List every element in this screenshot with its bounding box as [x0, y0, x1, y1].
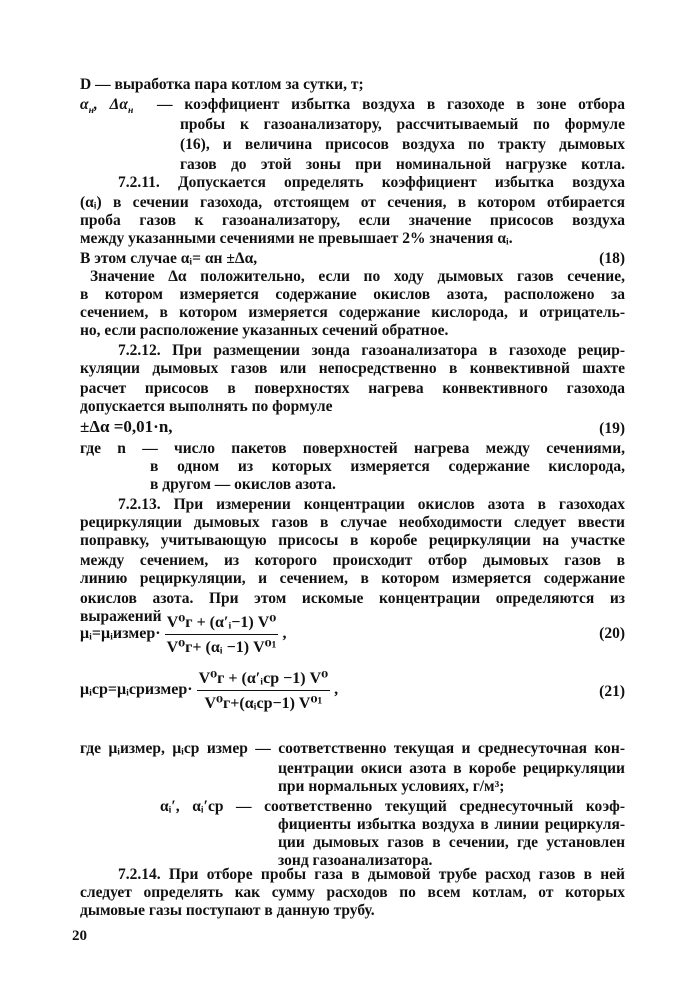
text-line: допускается выполнять по формуле: [80, 398, 333, 415]
text-line: сечением, в котором измеряется содержание кислорода, и отрицатель-: [80, 304, 625, 321]
equation-18: В этом случае αᵢ= αн ±Δα,: [80, 250, 258, 267]
paragraph-7-2-13: 7.2.13. При измерении концентрации окислов азота в газоходах: [118, 496, 625, 513]
text-line: Значение Δα положительно, если по ходу дымовых газов сечение,: [90, 268, 625, 285]
text-line: расчет присосов в поверхностях нагрева конвективного газохода: [80, 380, 625, 397]
equation-19: ±Δα =0,01·n,: [80, 417, 173, 436]
text-line: при нормальных условиях, г/м³;: [278, 778, 505, 795]
text-line: (αᵢ) в сечении газохода, отстоящем от сечения, в котором отбирается: [80, 194, 625, 211]
page-number: 20: [72, 928, 87, 944]
text-line: в другом — окислов азота.: [150, 476, 336, 493]
text-line: между сечением, из которого происходит отбор дымовых газов в: [80, 552, 625, 569]
paragraph-7-2-11: 7.2.11. Допускается определять коэффициент избытка воздуха: [118, 174, 625, 191]
text-line: центрации окиси азота в коробе рециркуляции: [278, 760, 625, 777]
text-line: ции дымовых газов в сечении, где установлен: [278, 834, 625, 851]
text-line: рециркуляции дымовых газов в случае необходимости следует ввести: [80, 514, 625, 531]
text-line: проба газов к газоанализатору, если значение присосов воздуха: [80, 212, 625, 229]
text-line: окислов азота. При этом искомые концентрации определяются из: [80, 590, 625, 607]
equation-number: (19): [599, 420, 625, 437]
text-line: газов до этой зоны при номинальной нагрузке котла.: [180, 156, 625, 173]
equation-number: (21): [599, 683, 625, 700]
text-line: где n — число пакетов поверхностей нагрева между сечениями,: [80, 440, 625, 457]
text-line: куляции дымовых газов или непосредственно в конвективной шахте: [80, 360, 625, 377]
text-line: дымовые газы поступают в данную трубу.: [80, 902, 375, 919]
equation-number: (20): [599, 625, 625, 642]
fraction: $\frac{\text{V⁰г + (α′ᵢ−1) V⁰}}{\text{V⁰г+ (αᵢ −1) V⁰¹}}$: [166, 614, 277, 656]
text-line: где μᵢизмер, μᵢср измер — соответственно текущая и среднесуточная кон-: [80, 740, 625, 757]
fraction: $\frac{\text{V⁰г + (α′ᵢср −1) V⁰}}{\text{V⁰г+(αᵢср−1) V⁰¹}}$: [198, 670, 329, 712]
text-line: (16), и величина присосов воздуха по тракту дымовых: [180, 136, 625, 153]
text-line: фициенты избытка воздуха в линии рециркуля-: [278, 816, 625, 833]
text-line: между указанными сечениями не превышает 2% значения αᵢ.: [80, 230, 513, 247]
equation-number: (18): [599, 250, 625, 267]
text-line: следует определять как сумму расходов по всем котлам, от которых: [80, 884, 625, 901]
equation-20: μᵢ=μᵢизмер· $\frac{\text{V⁰г + (α′ᵢ−1) V⁰}}{\text{V⁰г+ (αᵢ −1) V⁰¹}}$ ,: [80, 614, 287, 656]
text-line: линию рециркуляции, и сечением, в котором измеряется содержание: [80, 570, 625, 587]
text-line: D — выработка пара котлом за сутки, т;: [80, 76, 364, 93]
paragraph-7-2-12: 7.2.12. При размещении зонда газоанализатора в газоходе рецир-: [118, 342, 625, 359]
text-line: зонд газоанализатора.: [278, 852, 433, 869]
text-line: $\alpha_н$, $\Delta\alpha_н$ — коэффициент избытка воздуха в газоходе в зоне отбора: [80, 96, 626, 117]
text-line: но, если расположение указанных сечений обратное.: [80, 322, 449, 339]
text-line: в одном из которых измеряется содержание кислорода,: [150, 458, 625, 475]
text-line: пробы к газоанализатору, рассчитываемый по формуле: [180, 116, 625, 133]
text-line: поправку, учитывающую присосы в коробе рециркуляции на участке: [80, 532, 625, 549]
text-line: выражений: [80, 608, 162, 625]
text-line: αᵢ′, αᵢ′ср — соответственно текущий среднесуточный коэф-: [160, 798, 625, 815]
paragraph-7-2-14: 7.2.14. При отборе пробы газа в дымовой трубе расход газов в ней: [118, 866, 625, 883]
alpha-symbol: $\alpha_н$, $\Delta\alpha_н$: [80, 96, 134, 117]
text-line: в котором измеряется содержание окислов азота, расположено за: [80, 286, 625, 303]
equation-21: μᵢср=μᵢсризмер· $\frac{\text{V⁰г + (α′ᵢср −1) V⁰}}{\text{V⁰г+(αᵢср−1) V⁰¹}}$ ,: [80, 670, 339, 712]
